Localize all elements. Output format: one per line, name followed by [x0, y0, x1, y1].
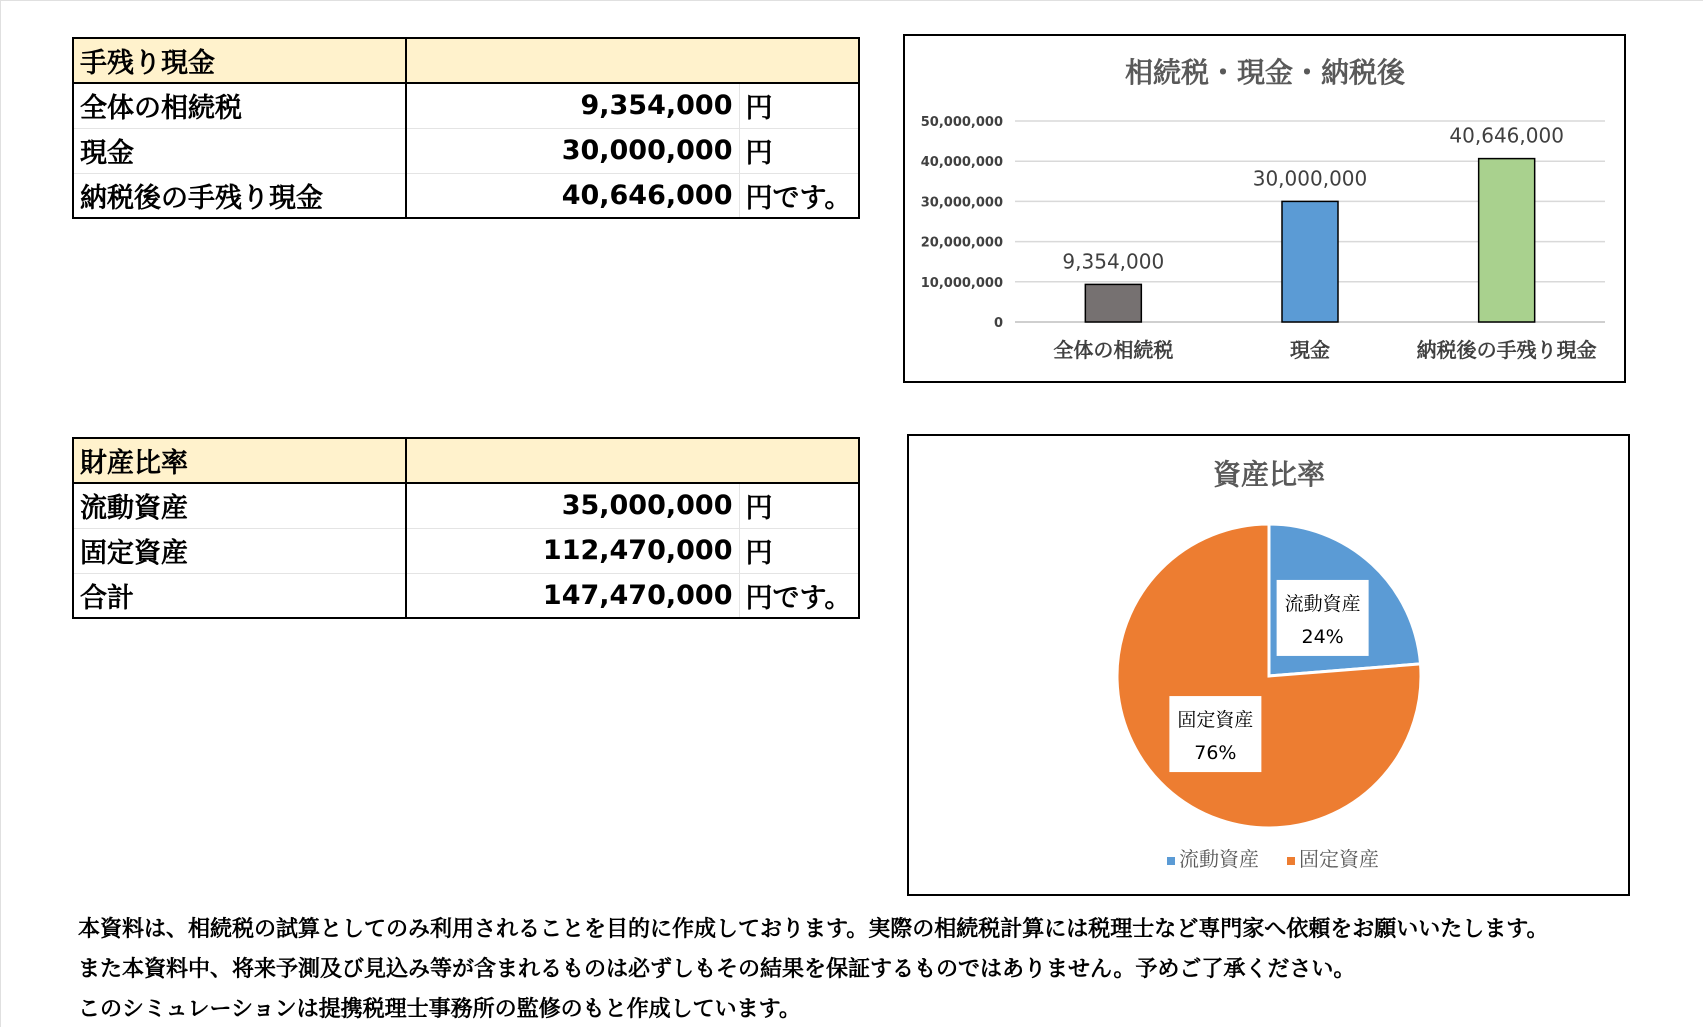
y-tick-label: 50,000,000	[920, 115, 1003, 130]
x-tick-label: 全体の相続税	[1053, 338, 1174, 362]
bar-data-label: 40,646,000	[1449, 123, 1564, 148]
row-value: 112,470,000	[406, 528, 739, 573]
cash-table	[72, 37, 860, 219]
pie-chart[interactable]	[907, 434, 1630, 896]
legend-item	[1167, 847, 1259, 871]
row-unit: 円	[739, 128, 859, 173]
pie-chart-svg	[909, 436, 1628, 894]
cash-table-header-row	[73, 38, 859, 83]
row-unit: 円	[739, 83, 859, 128]
asset-table-header-row	[73, 438, 859, 483]
row-unit: 円	[739, 483, 859, 528]
cash-table-header-blank	[406, 38, 739, 83]
pie-label-percent: 76%	[1194, 742, 1237, 765]
y-tick-label: 30,000,000	[920, 195, 1003, 211]
cash-table-title: 手残り現金	[73, 38, 406, 83]
bar	[1085, 284, 1141, 322]
row-value: 35,000,000	[406, 483, 739, 528]
pie-chart-slices	[1117, 524, 1421, 828]
row-unit: 円	[739, 528, 859, 573]
row-label: 現金	[73, 128, 406, 173]
row-value: 147,470,000	[406, 573, 739, 618]
x-tick-label: 現金	[1290, 338, 1330, 362]
disclaimer-line: また本資料中、将来予測及び見込み等が含まれるものは必ずしもその結果を保証するものではありません。予めご了承ください。	[78, 957, 1356, 982]
y-tick-label: 40,000,000	[920, 155, 1003, 171]
row-label: 全体の相続税	[73, 83, 406, 128]
row-label: 納税後の手残り現金	[73, 173, 406, 218]
asset-table	[72, 437, 860, 619]
pie-chart-legend	[1167, 847, 1379, 871]
table-row	[73, 83, 859, 128]
legend-label: 固定資産	[1299, 847, 1379, 871]
table-row	[73, 573, 859, 618]
table-row	[73, 483, 859, 528]
x-tick-label: 納税後の手残り現金	[1416, 338, 1597, 362]
bar-chart[interactable]	[903, 34, 1626, 383]
disclaimer-notes	[78, 910, 1549, 1030]
asset-table-title: 財産比率	[73, 438, 406, 483]
pie-label-percent: 24%	[1301, 625, 1344, 648]
row-label: 合計	[73, 573, 406, 618]
asset-table-header-blank	[739, 438, 859, 483]
pie-label-category: 固定資産	[1177, 709, 1254, 732]
bar	[1282, 201, 1338, 322]
legend-swatch	[1167, 857, 1175, 865]
y-tick-label: 20,000,000	[920, 235, 1003, 251]
asset-table-header-blank	[406, 438, 739, 483]
bar-chart-x-axis	[1053, 338, 1596, 362]
bar	[1479, 159, 1535, 322]
table-row	[73, 528, 859, 573]
pie-label-category: 流動資産	[1284, 592, 1361, 615]
legend-item	[1287, 847, 1379, 871]
row-value: 40,646,000	[406, 173, 739, 218]
bar-chart-y-axis	[921, 115, 1003, 331]
bar-data-label: 9,354,000	[1062, 249, 1165, 274]
pie-data-label	[1277, 580, 1369, 656]
row-label: 流動資産	[73, 483, 406, 528]
legend-label: 流動資産	[1179, 847, 1259, 871]
legend-swatch	[1287, 857, 1295, 865]
y-tick-label: 10,000,000	[920, 275, 1003, 291]
y-tick-label: 0	[993, 316, 1003, 331]
row-unit: 円です。	[739, 573, 859, 618]
table-row	[73, 173, 859, 218]
cash-table-header-blank	[739, 38, 859, 83]
bar-chart-title: 相続税・現金・納税後	[1124, 56, 1406, 89]
disclaimer-line: このシミュレーションは提携税理士事務所の監修のもと作成しています。	[78, 997, 801, 1022]
disclaimer-line: 本資料は、相続税の試算としてのみ利用されることを目的に作成しております。実際の相続税計算には税理士など専門家へ依頼をお願いいたします。	[78, 917, 1549, 942]
row-unit: 円です。	[739, 173, 859, 218]
pie-chart-title: 資産比率	[1212, 458, 1326, 491]
row-value: 9,354,000	[406, 83, 739, 128]
pie-data-label	[1169, 696, 1261, 772]
table-row	[73, 128, 859, 173]
row-value: 30,000,000	[406, 128, 739, 173]
bar-data-label: 30,000,000	[1252, 166, 1368, 191]
row-label: 固定資産	[73, 528, 406, 573]
bar-chart-svg	[905, 36, 1624, 381]
